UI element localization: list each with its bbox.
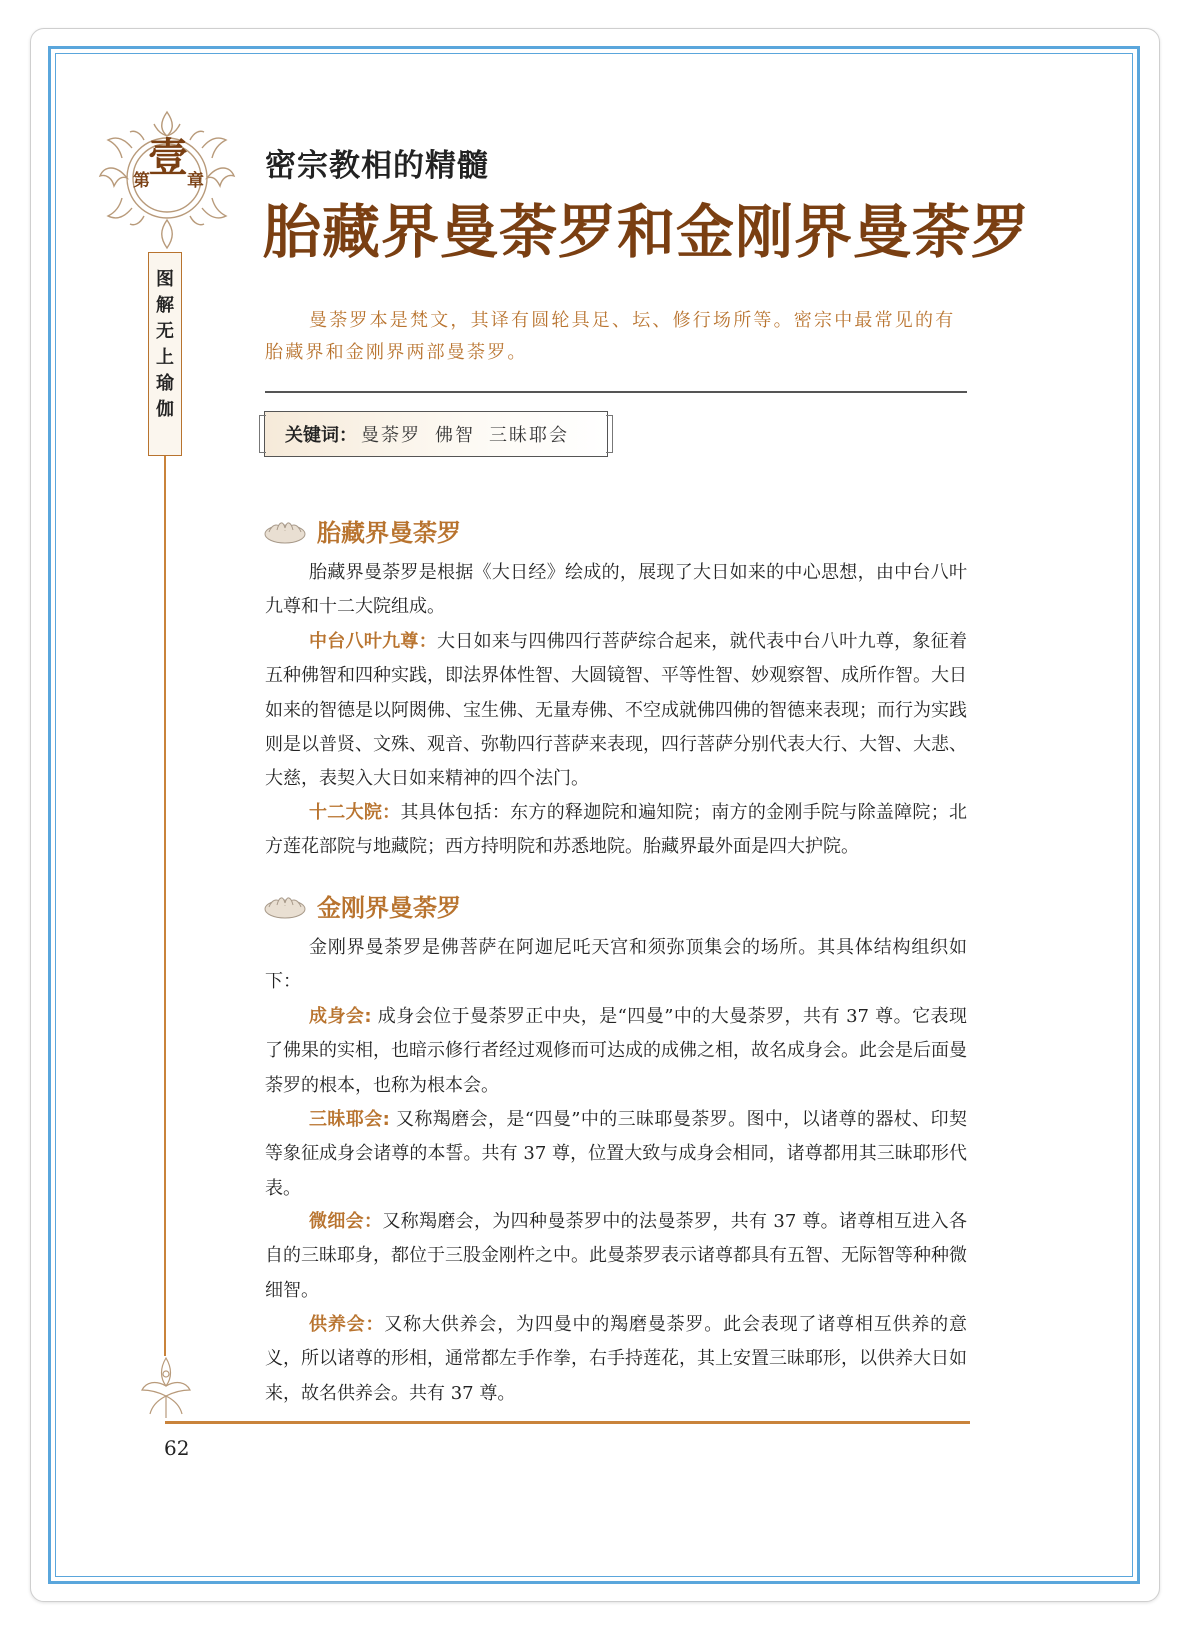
- paragraph: [265, 625, 967, 796]
- keyword-item: 曼荼罗: [361, 425, 421, 446]
- page-number: 62: [164, 1436, 190, 1460]
- paragraph: [265, 1205, 967, 1308]
- chapter-prefix: 第: [133, 171, 150, 191]
- lotus-bullet-icon: [263, 891, 307, 921]
- paragraph-text: 其具体包括：东方的释迦院和遍知院；南方的金刚手院与除盖障院；北方莲花部院与地藏院；西方持明院和苏悉地院。胎藏界最外面是四大护院。: [265, 802, 968, 858]
- page-title: 胎藏界曼荼罗和金刚界曼荼罗: [263, 198, 1031, 266]
- footer-rule: [165, 1421, 970, 1424]
- section-title: 金刚界曼荼罗: [317, 894, 461, 922]
- paragraph-text: 又称羯磨会，为四种曼荼罗中的法曼荼罗，共有 37 尊。诸尊相互进入各自的三昧耶身，都位于三股金刚杵之中。此曼荼罗表示诸尊都具有五智、无际智等种种微细智。: [265, 1211, 967, 1301]
- paragraph-lead: 中台八叶九尊：: [309, 631, 437, 652]
- book-title-char: 瑜: [156, 373, 174, 394]
- paragraph: [265, 556, 967, 625]
- book-title-char: 伽: [156, 399, 174, 420]
- book-title-char: 无: [156, 321, 174, 342]
- intro-divider: [265, 391, 967, 393]
- paragraph-lead: 成身会:: [309, 1006, 372, 1027]
- section-heading-taizang: [263, 513, 461, 548]
- chapter-number: 壹: [148, 134, 188, 181]
- paragraph: [265, 1103, 967, 1206]
- paragraph-text: 金刚界曼荼罗是佛菩萨在阿迦尼吒天宫和须弥顶集会的场所。其具体结构组织如下：: [265, 937, 967, 993]
- keyword-item: 三昧耶会: [489, 425, 569, 446]
- keyword-item: 佛智: [435, 425, 475, 446]
- paragraph-text: 又称羯磨会，是“四曼”中的三昧耶曼荼罗。图中，以诸尊的器杖、印契等象征成身会诸尊的本誓。共有 37 尊，位置大致与成身会相同，诸尊都用其三昧耶形代表。: [265, 1109, 967, 1199]
- keywords-label: 关键词：: [285, 425, 357, 446]
- paragraph: [265, 796, 967, 865]
- intro-paragraph: 曼荼罗本是梵文，其译有圆轮具足、坛、修行场所等。密宗中最常见的有胎藏界和金刚界两部曼荼罗。: [265, 310, 956, 363]
- lotus-ornament: [136, 1350, 196, 1420]
- paragraph-lead: 十二大院：: [309, 802, 401, 823]
- book-title-vertical: [148, 252, 182, 456]
- section-heading-jingang: [263, 888, 461, 923]
- book-title-char: 上: [156, 347, 174, 368]
- paragraph: [265, 1000, 967, 1103]
- paragraph: [265, 1308, 967, 1411]
- keywords-box: [264, 411, 608, 457]
- lotus-bullet-icon: [263, 516, 307, 546]
- chapter-suffix: 章: [187, 171, 204, 191]
- paragraph-lead: 供养会：: [309, 1314, 385, 1335]
- book-title-char: 图: [156, 269, 174, 290]
- page-subtitle: 密宗教相的精髓: [265, 148, 489, 184]
- section-title: 胎藏界曼荼罗: [317, 519, 461, 547]
- paragraph-text: 又称大供养会，为四曼中的羯磨曼荼罗。此会表现了诸尊相互供养的意义，所以诸尊的形相，通常都左手作拳，右手持莲花，其上安置三昧耶形，以供养大日如来，故名供养会。共有 37 尊。: [265, 1314, 967, 1404]
- paragraph-lead: 微细会：: [309, 1211, 383, 1232]
- paragraph-text: 成身会位于曼荼罗正中央，是“四曼”中的大曼荼罗，共有 37 尊。它表现了佛果的实相，也暗示修行者经过观修而可达成的成佛之相，故名成身会。此会是后面曼荼罗的根本，也称为根本会。: [265, 1006, 967, 1096]
- paragraph: [265, 931, 967, 1000]
- book-title-char: 解: [156, 295, 174, 316]
- paragraph-text: 大日如来与四佛四行菩萨综合起来，就代表中台八叶九尊，象征着五种佛智和四种实践，即法界体性智、大圆镜智、平等性智、妙观察智、成所作智。大日如来的智德是以阿閦佛、宝生佛、无量寿佛、不空成就佛四佛的智德来表现；而行为实践则是以普贤、文殊、观音、弥勒四行菩萨来表现，四行菩萨分别代表大行、大智、大悲、大慈，表契入大日如来精神的四个法门。: [265, 631, 967, 790]
- paragraph-text: 胎藏界曼荼罗是根据《大日经》绘成的，展现了大日如来的中心思想，由中台八叶九尊和十二大院组成。: [265, 562, 967, 618]
- paragraph-lead: 三昧耶会:: [309, 1109, 390, 1130]
- margin-vertical-line: [164, 456, 166, 1356]
